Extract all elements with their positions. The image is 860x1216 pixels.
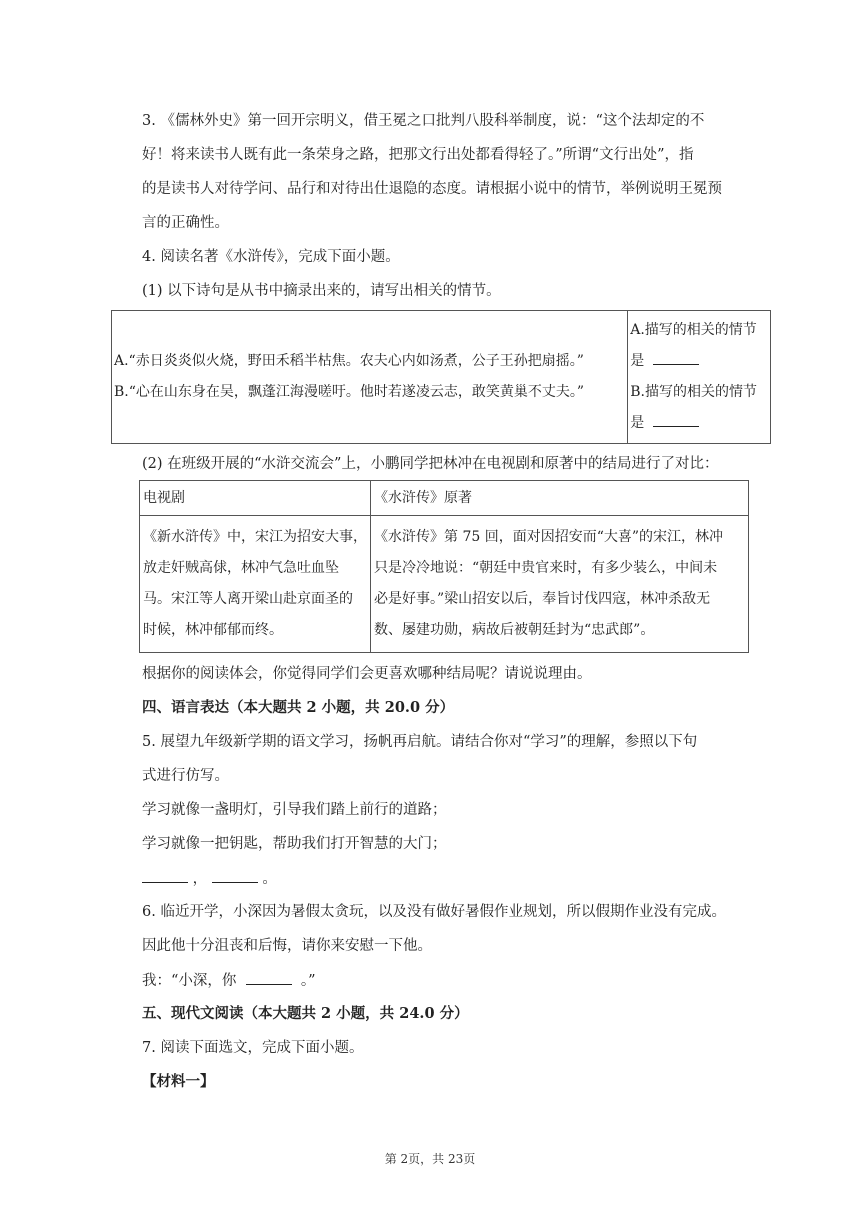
poem-b: B.“心在山东身在吴，飘蓬江海漫嗟吁。他时若遂凌云志，敢笑黄巢不丈夫。” [114, 384, 585, 400]
novel-ending-cell [371, 516, 749, 653]
poem-a: A.“赤日炎炎似火烧，野田禾稻半枯焦。农夫心内如汤煮，公子王孙把扇摇。” [114, 353, 584, 369]
novel-line-2: 只是冷冷地说：“朝廷中贵官来时，有多少装么，中间未 [374, 560, 718, 576]
answer-a-prefix: 是 [630, 353, 645, 369]
q5-blank-2[interactable] [212, 868, 258, 883]
q6-blank[interactable] [246, 970, 292, 985]
poem-table [111, 310, 771, 444]
q4-sub-1: (1) 以下诗句是从书中摘录出来的，请写出相关的情节。 [142, 283, 501, 299]
q4-sub-2: (2) 在班级开展的“水浒交流会”上，小鹏同学把林冲在电视剧和原著中的结局进行了对比： [142, 456, 719, 472]
q5-line-1: 5. 展望九年级新学期的语文学习，扬帆再启航。请结合你对“学习”的理解，参照以下句 [142, 734, 698, 750]
q3-line-3: 的是读书人对待学问、品行和对待出仕退隐的态度。请根据小说中的情节，举例说明王冕预 [142, 181, 722, 197]
q5-example-1: 学习就像一盏明灯，引导我们踏上前行的道路； [142, 802, 447, 818]
q3-line-2: 好！将来读书人既有此一条荣身之路，把那文行出处都看得轻了。”所谓“文行出处”，指 [142, 147, 694, 163]
novel-line-4: 数、屡建功勋，病故后被朝廷封为“忠武郎”。 [374, 622, 655, 638]
q3-line-4: 言的正确性。 [142, 215, 229, 231]
q5-example-2: 学习就像一把钥匙，帮助我们打开智慧的大门； [142, 836, 447, 852]
tv-line-4: 时候，林冲郁郁而终。 [143, 622, 283, 638]
section-4-heading: 四、语言表达（本大题共 2 小题，共 20.0 分） [142, 699, 455, 716]
novel-line-1: 《水浒传》第 75 回，面对因招安而“大喜”的宋江，林冲 [374, 529, 724, 545]
q4-followup: 根据你的阅读体会，你觉得同学们会更喜欢哪种结局呢？请说说理由。 [142, 666, 592, 682]
tv-line-2: 放走奸贼高俅，林冲气急吐血坠 [143, 560, 339, 576]
q6-line-1: 6. 临近开学，小深因为暑假太贪玩，以及没有做好暑假作业规划，所以假期作业没有完成。 [142, 904, 726, 920]
comparison-table [139, 480, 749, 653]
answer-a-blank[interactable] [653, 350, 699, 365]
page-footer: 第 2页，共 23页 [384, 1152, 476, 1166]
answer-b-prefix: 是 [630, 415, 645, 431]
q7-title: 7. 阅读下面选文，完成下面小题。 [142, 1040, 364, 1056]
tv-ending-cell [140, 516, 371, 653]
q6-line-2: 因此他十分沮丧和后悔，请你来安慰一下他。 [142, 938, 432, 954]
section-5-heading: 五、现代文阅读（本大题共 2 小题，共 24.0 分） [142, 1005, 469, 1022]
material-1-label: 【材料一】 [142, 1073, 215, 1090]
q3-line-1: 3. 《儒林外史》第一回开宗明义，借王冕之口批判八股科举制度，说：“这个法却定的不 [142, 113, 705, 129]
tv-line-1: 《新水浒传》中，宋江为招安大事， [143, 529, 367, 545]
answer-a-label: A.描写的相关的情节 [630, 322, 757, 338]
q6-suffix: 。” [300, 973, 316, 989]
header-novel: 《水浒传》原著 [371, 481, 749, 516]
header-tv: 电视剧 [140, 481, 371, 516]
table-header-row [140, 481, 749, 516]
q5-separator: ， [192, 871, 208, 887]
q5-end: 。 [262, 871, 277, 887]
novel-line-3: 必是好事。”梁山招安以后，奉旨讨伐四寇，林冲杀敌无 [374, 591, 711, 607]
q6-prefix: 我：“小深，你 [142, 973, 237, 989]
q5-answer-line [142, 868, 762, 889]
answer-a-line [630, 346, 768, 377]
q5-line-2: 式进行仿写。 [142, 768, 229, 784]
q4-title: 4. 阅读名著《水浒传》，完成下面小题。 [142, 249, 400, 265]
answer-cell [628, 311, 771, 444]
answer-b-blank[interactable] [653, 412, 699, 427]
answer-b-line [630, 408, 768, 439]
table-content-row [140, 516, 749, 653]
poem-cell [112, 311, 628, 444]
answer-b-label: B.描写的相关的情节 [630, 384, 757, 400]
q5-blank-1[interactable] [142, 868, 188, 883]
q6-answer-line [142, 970, 762, 991]
tv-line-3: 马。宋江等人离开梁山赴京面圣的 [143, 591, 353, 607]
